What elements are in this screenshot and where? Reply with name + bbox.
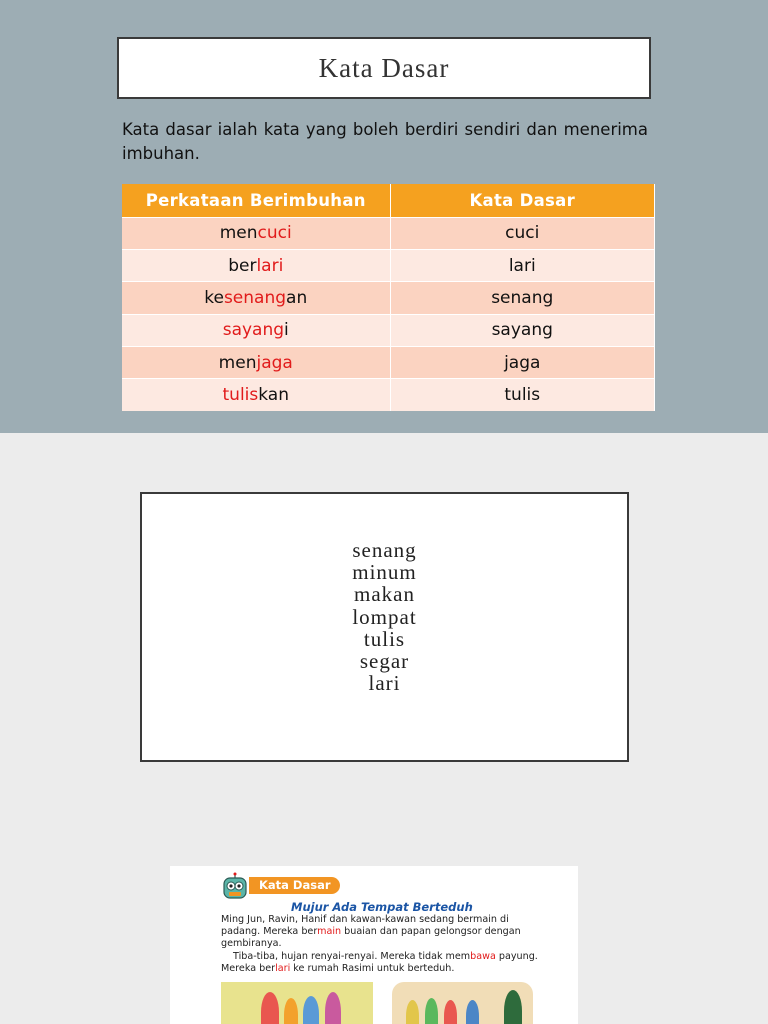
- table-row: [122, 314, 655, 346]
- slide-kata-dasar: [0, 0, 768, 433]
- base-word: lari: [390, 249, 655, 281]
- list-item: lompat: [352, 604, 417, 629]
- slide-title: Kata Dasar: [318, 52, 450, 83]
- suffix: kan: [258, 385, 289, 406]
- affixed-word: [122, 379, 390, 411]
- story-paragraph: [221, 914, 539, 951]
- child-figure: [406, 1000, 419, 1024]
- child-figure: [303, 996, 319, 1024]
- prefix: ke: [204, 287, 224, 308]
- child-figure: [284, 998, 298, 1024]
- table-row: [122, 217, 655, 249]
- prefix: men: [219, 223, 258, 244]
- highlighted-root: lari: [275, 962, 291, 974]
- affixed-word: [122, 249, 390, 281]
- word-list: [142, 539, 627, 694]
- affixed-word: [122, 282, 390, 314]
- list-item: segar: [359, 649, 410, 674]
- story-text-part: buaian dan papan gelongsor dengan gembiranya.: [221, 926, 521, 950]
- child-figure: [444, 1000, 457, 1024]
- list-item: senang: [352, 538, 417, 562]
- story-text-part: Tiba-tiba, hujan renyai-renyai. Mereka tidak mem: [233, 950, 471, 962]
- story-text-part: payung. Mereka ber: [221, 950, 538, 974]
- title-box: [117, 37, 651, 99]
- header-root-word: Kata Dasar: [390, 184, 655, 217]
- story-text-part: ke rumah Rasimi untuk berteduh.: [290, 962, 455, 974]
- robot-mascot-icon: [220, 872, 250, 902]
- affix-table: [122, 184, 655, 411]
- highlighted-root: bawa: [470, 950, 496, 962]
- definition-text: Kata dasar ialah kata yang boleh berdiri sendiri dan menerima imbuhan.: [122, 120, 648, 163]
- root: sayang: [222, 320, 285, 341]
- affixed-word: [122, 347, 390, 379]
- suffix: i: [284, 320, 289, 341]
- base-word: jaga: [390, 347, 655, 379]
- list-item: makan: [354, 582, 415, 607]
- child-figure: [325, 992, 341, 1024]
- table-row: [122, 249, 655, 281]
- prefix: men: [218, 352, 257, 373]
- root: senang: [223, 287, 287, 308]
- story-text-part: Ming Jun, Ravin, Hanif dan kawan-kawan sedang bermain di padang. Mereka ber: [221, 914, 509, 938]
- story-title: Mujur Ada Tempat Berteduh: [291, 900, 473, 914]
- story-paragraph: [221, 951, 539, 975]
- list-item: minum: [352, 560, 417, 585]
- slide-textbook-page: [170, 866, 578, 1024]
- header-affixed-word: Perkataan Berimbuhan: [122, 184, 390, 217]
- child-figure: [425, 998, 438, 1024]
- suffix: an: [286, 287, 308, 308]
- list-item: tulis: [363, 626, 406, 651]
- prefix: ber: [228, 255, 257, 276]
- table-header-row: [122, 184, 655, 217]
- child-figure: [261, 992, 279, 1024]
- root: cuci: [257, 223, 292, 244]
- root: tulis: [222, 385, 259, 406]
- table-row: [122, 347, 655, 379]
- base-word: cuci: [390, 217, 655, 249]
- root: lari: [256, 255, 284, 276]
- root: jaga: [256, 352, 293, 373]
- highlighted-root: main: [317, 926, 342, 938]
- affixed-word: [122, 217, 390, 249]
- affixed-word: [122, 314, 390, 346]
- slide-word-list: [140, 492, 629, 762]
- table-row: [122, 282, 655, 314]
- adult-figure: [504, 990, 522, 1024]
- illustration-house: [392, 982, 533, 1024]
- base-word: tulis: [390, 379, 655, 411]
- child-figure: [466, 1000, 479, 1024]
- list-item: lari: [368, 671, 401, 696]
- table-row: [122, 379, 655, 411]
- kata-dasar-badge: Kata Dasar: [249, 877, 340, 894]
- illustration-playground: [221, 982, 373, 1024]
- story-text: [221, 914, 539, 975]
- base-word: sayang: [390, 314, 655, 346]
- base-word: senang: [390, 282, 655, 314]
